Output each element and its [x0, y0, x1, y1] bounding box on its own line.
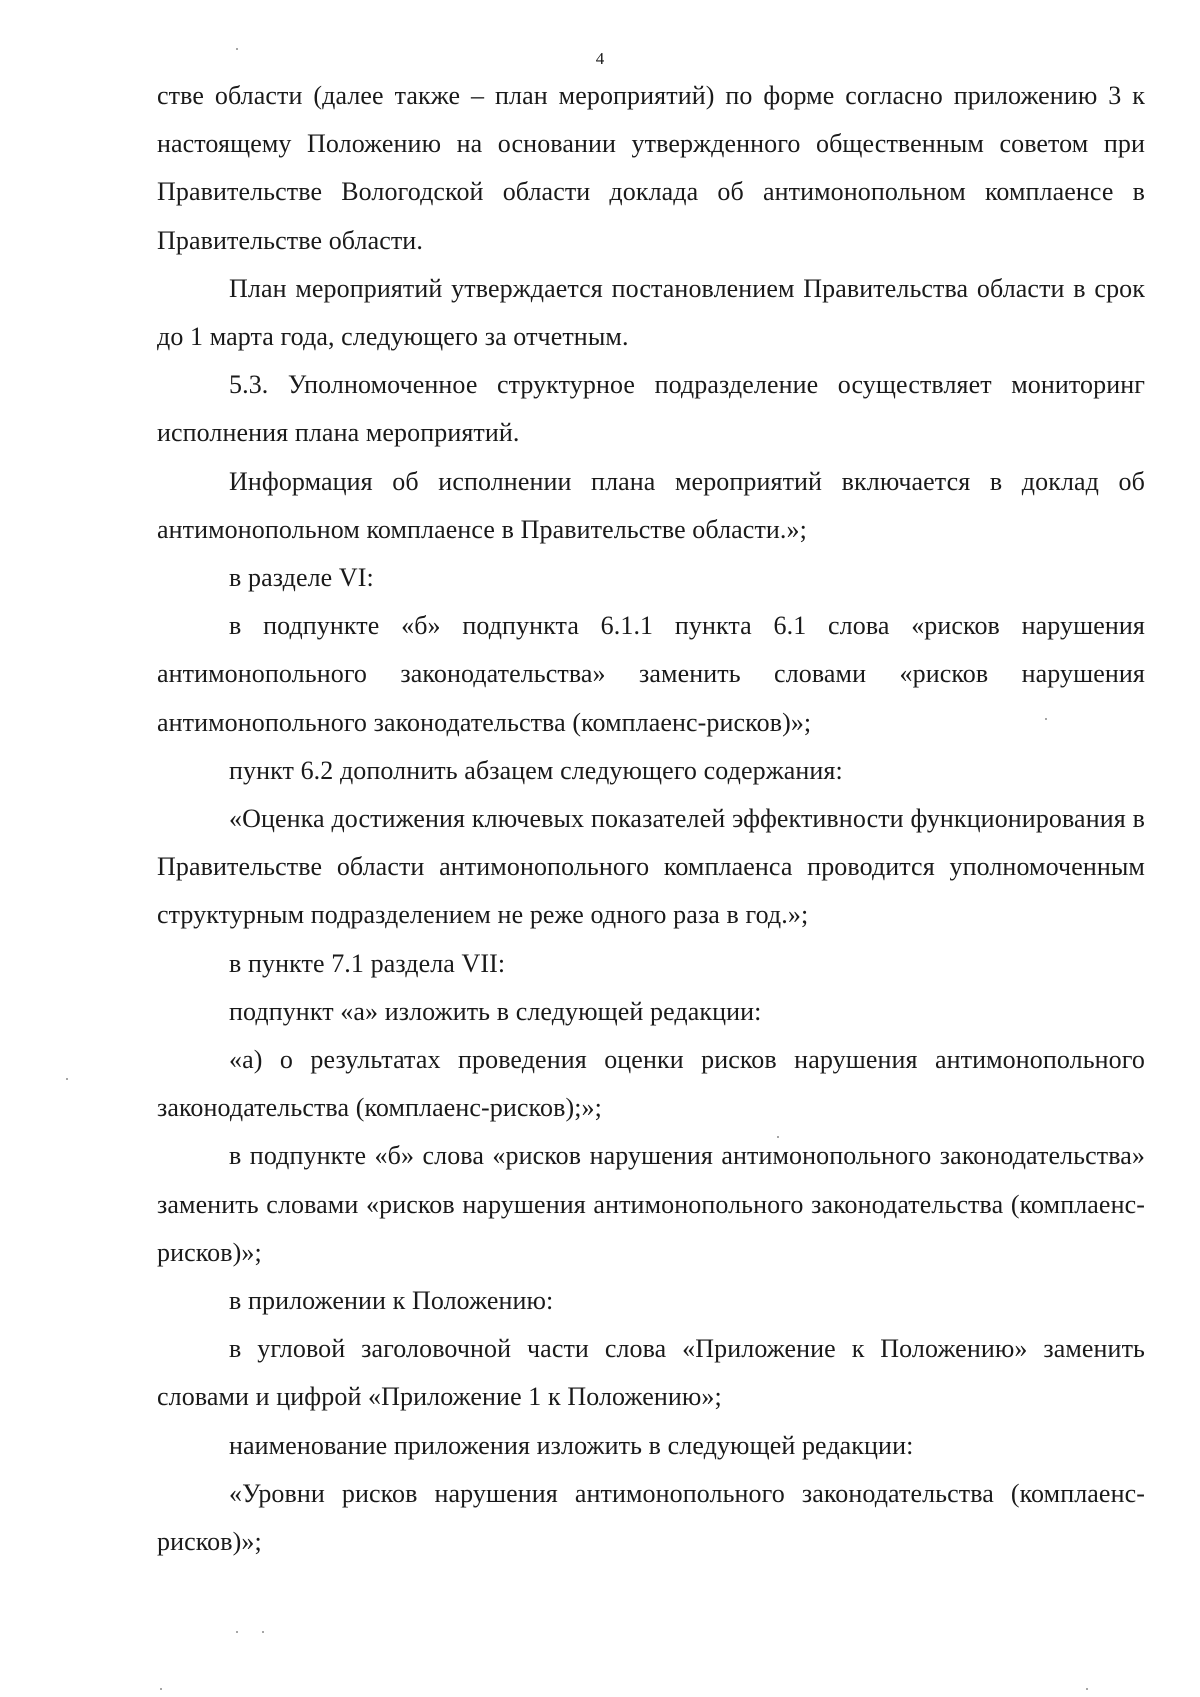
scan-speck — [160, 1688, 162, 1690]
paragraph-plan-approval: План мероприятий утверждается постановлением Правительства области в срок до 1 марта года, следующего за отчетным. — [157, 273, 1145, 352]
scan-speck — [236, 1631, 238, 1633]
paragraph-continuation: стве области (далее также – план мероприятий) по форме согласно приложению 3 к настоящему Положению на основании утвержденного общественным советом при Правительстве Вологодской области доклада об антимонопольном комплаенсе в Правительстве области. — [157, 81, 1145, 255]
document-body — [157, 72, 1145, 1566]
paragraph-appendix-name: наименование приложения изложить в следующей редакции: — [229, 1430, 914, 1460]
scan-speck — [262, 1631, 264, 1633]
paragraph-subpoint-b: в подпункте «б» слова «рисков нарушения антимонопольного законодательства» заменить словами «рисков нарушения антимонопольного законодательства (комплаенс-рисков)»; — [157, 1141, 1145, 1267]
paragraph-6-1-1: в подпункте «б» подпункта 6.1.1 пункта 6.1 слова «рисков нарушения антимонопольного законодательства» заменить словами «рисков нарушения антимонопольного законодательства (комплаенс-рисков)»; — [157, 611, 1145, 737]
paragraph-5-3: 5.3. Уполномоченное структурное подразделение осуществляет мониторинг исполнения плана мероприятий. — [157, 370, 1145, 448]
paragraph-7-1: в пункте 7.1 раздела VII: — [229, 948, 506, 978]
page-number: 4 — [595, 49, 605, 68]
scan-speck — [236, 48, 238, 50]
paragraph-subpoint-a-text: «а) о результатах проведения оценки рисков нарушения антимонопольного законодательства (комплаенс-рисков);»; — [157, 1045, 1145, 1123]
paragraph-kpi-assessment: «Оценка достижения ключевых показателей эффективности функционирования в Правительстве области антимонопольного комплаенса проводится уполномоченным структурным подразделением не реже одного раза в год.»; — [157, 804, 1145, 930]
scan-speck — [66, 1078, 68, 1080]
paragraph-section-vi: в разделе VI: — [229, 563, 374, 593]
scan-speck — [1045, 718, 1047, 720]
paragraph-corner-header: в угловой заголовочной части слова «Приложение к Положению» заменить словами и цифрой «Приложение 1 к Положению»; — [157, 1334, 1145, 1412]
paragraph-6-2: пункт 6.2 дополнить абзацем следующего содержания: — [229, 755, 843, 785]
paragraph-risk-levels: «Уровни рисков нарушения антимонопольного законодательства (комплаенс-рисков)»; — [157, 1478, 1145, 1557]
scan-speck — [1086, 1688, 1088, 1690]
paragraph-plan-info: Информация об исполнении плана мероприятий включается в доклад об антимонопольном комплаенсе в Правительстве области.»; — [157, 466, 1145, 544]
scan-speck — [777, 1136, 779, 1138]
paragraph-appendix: в приложении к Положению: — [229, 1286, 554, 1316]
paragraph-subpoint-a: подпункт «а» изложить в следующей редакции: — [229, 996, 762, 1026]
